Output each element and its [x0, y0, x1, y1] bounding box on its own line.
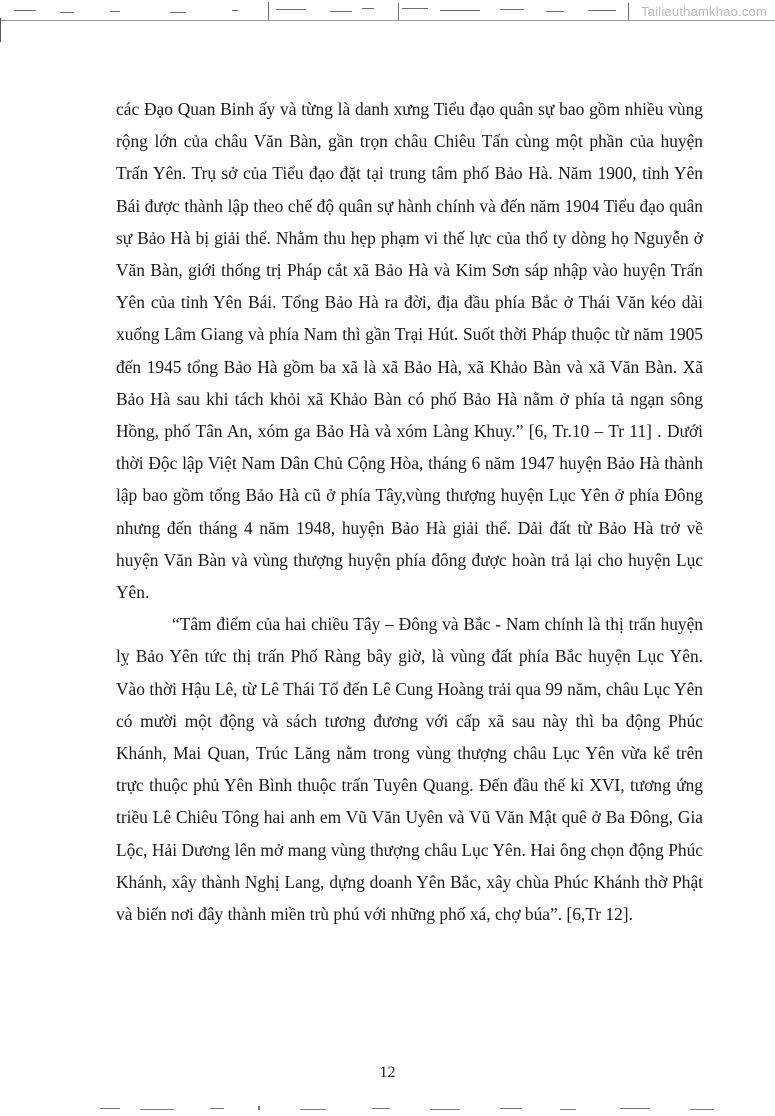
paragraph-2: “Tâm điểm của hai chiều Tây – Đông và Bắc - Nam chính là thị trấn huyện lỵ Bảo Yên tức thị trấn Phố Ràng bây giờ, là vùng đất phía Bắc huyện Lục Yên. Vào thời Hậu Lê, từ Lê Thái Tổ đến Lê Cung Hoàng trải qua 99 năm, châu Lục Yên có mười một động và sách tương đương với cấp xã sau này thì ba động Phúc Khánh, Mai Quan, Trúc Lăng nằm trong vùng thượng châu Lục Yên vừa kể trên trực thuộc phủ Yên Bình thuộc trấn Tuyên Quang. Đến đầu thế kỉ XVI, tương ứng triều Lê Chiêu Tông hai anh em Vũ Văn Uyên và Vũ Văn Mật quê ở Ba Đông, Gia Lộc, Hải Dương lên mở mang vùng thượng châu Lục Yên. Hai ông chọn động Phúc Khánh, xây thành Nghị Lang, dựng doanh Yên Bắc, xây chùa Phúc Khánh thờ Phật và biến nơi đây thành miền trù phú với những phố xá, chợ búa”. [6,Tr 12].: [116, 614, 703, 925]
scan-noise-bottom: [0, 1100, 775, 1116]
watermark: Tailieuthamkhao.com: [641, 4, 767, 19]
page-number: 12: [379, 1064, 396, 1081]
paragraph-1: các Đạo Quan Binh ấy và từng là danh xưng Tiểu đạo quân sự bao gồm nhiều vùng rộng lớn của châu Văn Bàn, gần trọn châu Chiêu Tấn cùng một phần của huyện Trấn Yên. Trụ sở của Tiểu đạo đặt tại trung tâm phố Bảo Hà. Năm 1900, tỉnh Yên Bái được thành lập theo chế độ quân sự hành chính và đến năm 1904 Tiểu đạo quân sự Bảo Hà bị giải thể. Nhằm thu hẹp phạm vi thế lực của thổ ty dòng họ Nguyễn ở Văn Bàn, giới thống trị Pháp cắt xã Bảo Hà và Kim Sơn sáp nhập vào huyện Trấn Yên của tỉnh Yên Bái. Tổng Bảo Hà ra đời, địa đầu phía Bắc ở Thái Văn kéo dài xuống Lâm Giang và phía Nam thì gần Trại Hút. Suốt thời Pháp thuộc từ năm 1905 đến 1945 tổng Bảo Hà gồm ba xã là xã Bảo Hà, xã Khảo Bàn và xã Văn Bàn. Xã Bảo Hà sau khi tách khỏi xã Khảo Bàn có phố Bảo Hà nằm ở phía tả ngạn sông Hồng, phố Tân An, xóm ga Bảo Hà và xóm Làng Khuy.” [6, Tr.10 – Tr 11] . Dưới thời Độc lập Việt Nam Dân Chủ Cộng Hòa, tháng 6 năm 1947 huyện Bảo Hà thành lập bao gồm tổng Bảo Hà cũ ở phía Tây,vùng thượng huyện Lục Yên ở phía Đông nhưng đến tháng 4 năm 1948, huyện Bảo Hà giải thể. Dải đất từ Bảo Hà trở về huyện Văn Bàn và vùng thượng huyện phía đông được hoàn trả lại cho huyện Lục Yên.: [116, 99, 703, 603]
header-rule: [0, 20, 775, 21]
scan-edge-mark: [0, 18, 1, 42]
page-body: [116, 93, 703, 930]
